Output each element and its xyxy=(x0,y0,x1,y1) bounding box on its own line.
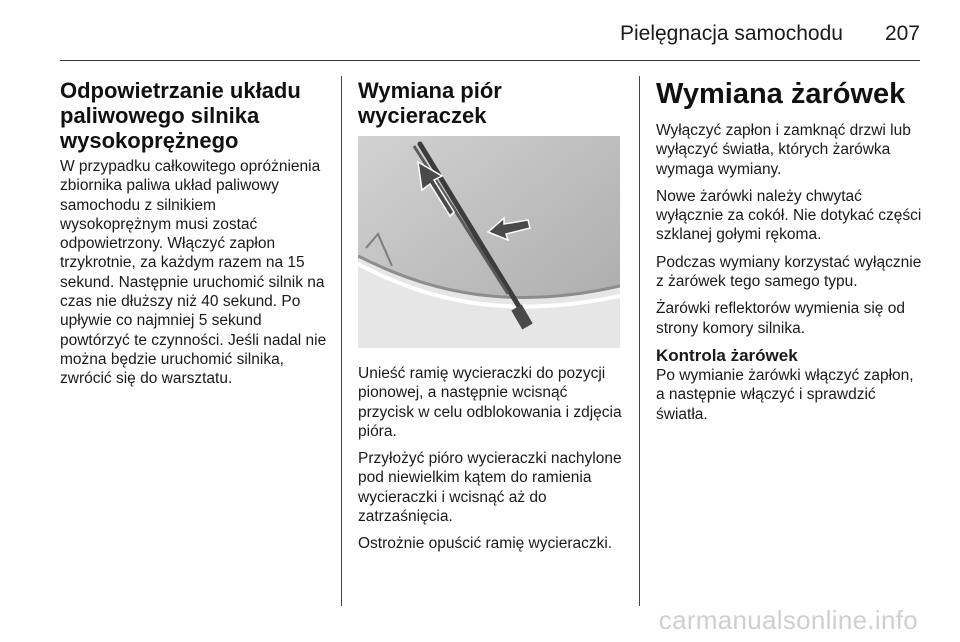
watermark: carmanualsonline.info xyxy=(658,605,918,635)
bulb-paragraph-2: Nowe żarówki należy chwytać wyłącznie za cokół. Nie dotykać części szklanej gołymi rękoma. xyxy=(656,187,922,244)
wiper-step-3: Ostrożnie opuścić ramię wycieraczki. xyxy=(358,535,613,553)
column-divider-1 xyxy=(341,76,342,606)
header-divider xyxy=(60,60,920,61)
heading-bulb-replacement: Wymiana żarówek xyxy=(656,78,906,110)
bulb-check-text: Po wymianie żarówki włączyć zapłon, a następnie włączyć i sprawdzić światła. xyxy=(656,366,914,423)
section-title: Pielęgnacja samochodu xyxy=(619,22,843,45)
column-divider-2 xyxy=(639,76,640,606)
bulb-paragraph-3: Podczas wymiany korzystać wyłącznie z żarówek tego samego typu. xyxy=(656,253,922,291)
wiper-illustration-svg xyxy=(358,136,620,348)
bulb-paragraph-1: Wyłączyć zapłon i zamknąć drzwi lub wyłączyć światła, których żarówka wymaga wymiany. xyxy=(656,122,911,178)
column-bulb-replacement xyxy=(656,78,926,432)
bulb-paragraph-4: Żarówki reflektorów wymienia się od strony komory silnika. xyxy=(656,300,905,337)
heading-bulb-check: Kontrola żarówek xyxy=(656,345,798,365)
wiper-step-1: Unieść ramię wycieraczki do pozycji pionowej, a następnie wcisnąć przycisk w celu odblokowania i zdjęcia pióra. xyxy=(358,365,622,440)
heading-wiper-blades: Wymiana piór wycieraczek xyxy=(358,78,502,128)
wiper-blade-illustration xyxy=(358,136,620,348)
column-fuel-bleeding xyxy=(60,78,330,389)
page-number: 207 xyxy=(884,22,920,45)
fuel-bleeding-text: W przypadku całkowitego opróżnienia zbiornika paliwa układ paliwowy samochodu z silnikiem wysokoprężnym musi zostać odpowietrzony. Włączyć zapłon trzykrotnie, za każdym razem na 15 sekund. Następnie uruchomić silnik na czas nie dłuższy niż 40 sekund. Po upływie co najmniej 5 sekund powtórzyć te czynności. Jeśli nadal nie można będzie uruchomić silnika, zwrócić się do warsztatu. xyxy=(60,158,327,388)
wiper-step-2: Przyłożyć pióro wycieraczki nachylone pod niewielkim kątem do ramienia wycieraczki i wcisnąć aż do zatrzaśnięcia. xyxy=(358,450,622,526)
heading-fuel-bleeding: Odpowietrzanie układu paliwowego silnika wysokoprężnego xyxy=(60,78,301,153)
page-header xyxy=(60,14,920,54)
column-wiper-blades xyxy=(358,78,624,562)
